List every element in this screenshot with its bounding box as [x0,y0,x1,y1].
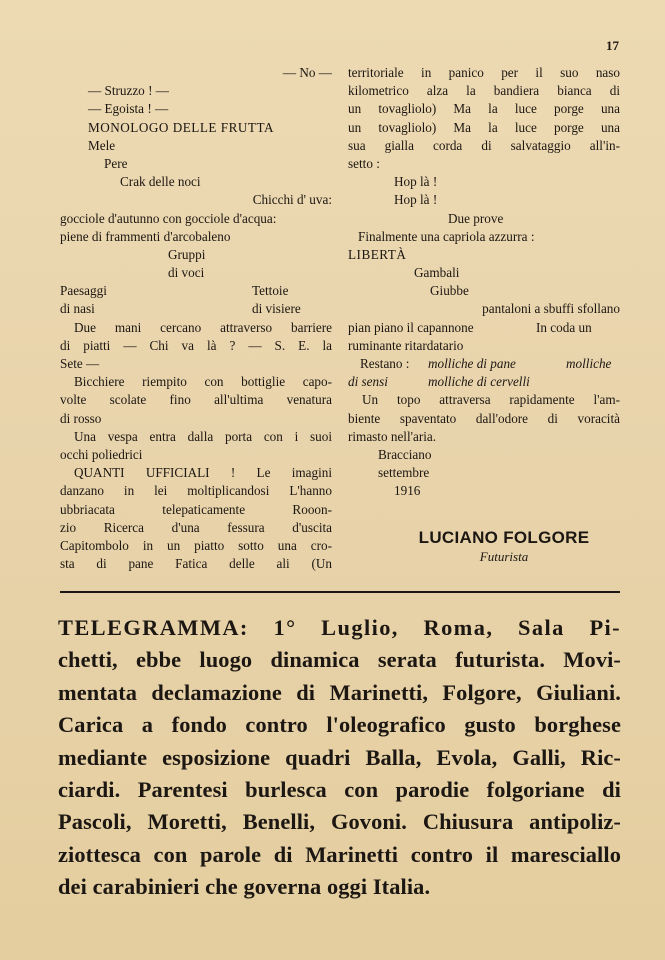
verse-line: Una vespa entra dalla porta con i suoi [74,428,332,444]
signature-block [348,528,620,565]
verse-line: QUANTI UFFICIALI ! Le imagini [74,465,332,481]
verse-line: di rosso [60,410,102,426]
verse-line: gocciole d'autunno con gocciole d'acqua: [60,210,277,226]
verse-line: un tovagliolo) Ma la luce porge una [348,119,620,135]
verse-line: Sete — [60,356,100,371]
telegram-line: mediante esposizione quadri Balla, Evola, Galli, Ric- [58,744,621,770]
telegram-line: ziottesca con parole di Marinetti contro il maresciallo [58,841,621,867]
verse-fragment: di visiere [252,301,301,317]
verse-line: Due prove [448,210,504,226]
right-column [348,64,620,501]
verse-line: Bicchiere riempito con bottiglie capo- [74,374,332,390]
verse-line: di piatti — Chi va là ? — S. E. la [60,337,332,353]
author-name: LUCIANO FOLGORE [418,528,590,547]
verse-fragment: Paesaggi [60,283,107,299]
verse-line: Pere [104,155,128,171]
verse-fragment: Restano : [360,356,410,371]
verse-line: volte scolate fino all'ultima venatura [60,392,332,408]
telegram-line: Carica a fondo contro l'oleografico gusto borghese [58,712,621,738]
verse-line: zio Ricerca d'una fessura d'uscita [60,519,332,535]
verse-line: setto : [348,155,380,171]
date-line: settembre [378,465,430,481]
verse-fragment: pian piano il capannone [348,319,474,335]
section-heading: MONOLOGO DELLE FRUTTA [88,119,274,135]
year-line: 1916 [394,483,421,499]
section-heading: LIBERTÀ [348,246,407,262]
telegram-line: ciardi. Parentesi burlesca con parodie folgoriane di [58,777,621,803]
verse-fragment: molliche di cervelli [428,374,530,390]
verse-fragment: di sensi [348,374,388,390]
verse-line: Giubbe [430,283,469,299]
verse-line: Hop là ! [394,192,438,208]
verse-line: Mele [88,137,116,153]
verse-line: biente spaventato dall'odore di voracità [348,410,620,426]
page-number: 17 [606,38,619,53]
verse-line: occhi poliedrici [60,446,143,462]
verse-fragment: molliche [566,356,612,371]
verse-fragment: In coda un [536,319,592,335]
place-line: Bracciano [378,446,432,462]
verse-line [348,319,620,337]
verse-fragment: Tettoie [252,283,289,299]
author-subtitle: Futurista [479,549,529,564]
telegram-line: TELEGRAMMA: 1° Luglio, Roma, Sala Pi- [58,615,621,640]
verse-line: kilometrico alza la bandiera bianca di [348,83,620,99]
verse-line: — No — [282,65,332,80]
verse-line [348,355,620,373]
telegram-line: Pascoli, Moretti, Benelli, Govoni. Chiusura antipoliz- [58,809,621,835]
verse-line: danzano in lei moltiplicandosi L'hanno [60,483,332,499]
verse-line: Gambali [414,265,460,281]
divider-rule [60,591,620,593]
verse-line: territoriale in panico per il suo naso [348,65,620,80]
verse-line: Capitombolo in un piatto sotto una cro- [60,537,332,553]
verse-line: pantaloni a sbuffi sfollano [482,301,620,317]
verse-line: Gruppi [168,246,206,262]
telegram-line: dei carabinieri che governa oggi Italia. [58,874,431,900]
verse-line: Chicchi d' uva: [252,192,332,208]
verse-line: Crak delle noci [120,174,201,190]
telegram-paragraph [58,612,621,904]
verse-line: ubbriacata telepaticamente Rooon- [60,501,332,517]
verse-line: Un topo attraversa rapidamente l'am- [362,392,620,408]
verse-line [348,373,620,391]
verse-line: ruminante ritardatario [348,337,464,353]
verse-line: sua gialla corda di salvataggio all'in- [348,137,620,153]
verse-fragment: molliche di pane [428,356,516,371]
verse-line [60,282,332,300]
verse-line: rimasto nell'aria. [348,428,437,444]
verse-line: — Egoista ! — [88,101,169,117]
verse-line: Hop là ! [394,174,438,190]
left-column [60,64,332,573]
verse-line: Due mani cercano attraverso barriere [74,319,332,335]
verse-fragment: di nasi [60,301,95,317]
verse-line: piene di frammenti d'arcobaleno [60,228,231,244]
telegram-line: chetti, ebbe luogo dinamica serata futurista. Movi- [58,647,621,673]
verse-line: — Struzzo ! — [88,83,169,99]
verse-line: sta di pane Fatica delle ali (Un [60,556,332,572]
verse-line: un tovagliolo) Ma la luce porge una [348,101,620,117]
telegram-line: mentata declamazione di Marinetti, Folgore, Giuliani. [58,679,621,705]
verse-line [60,300,332,318]
verse-line: di voci [168,265,205,281]
verse-line: Finalmente una capriola azzurra : [358,228,535,244]
